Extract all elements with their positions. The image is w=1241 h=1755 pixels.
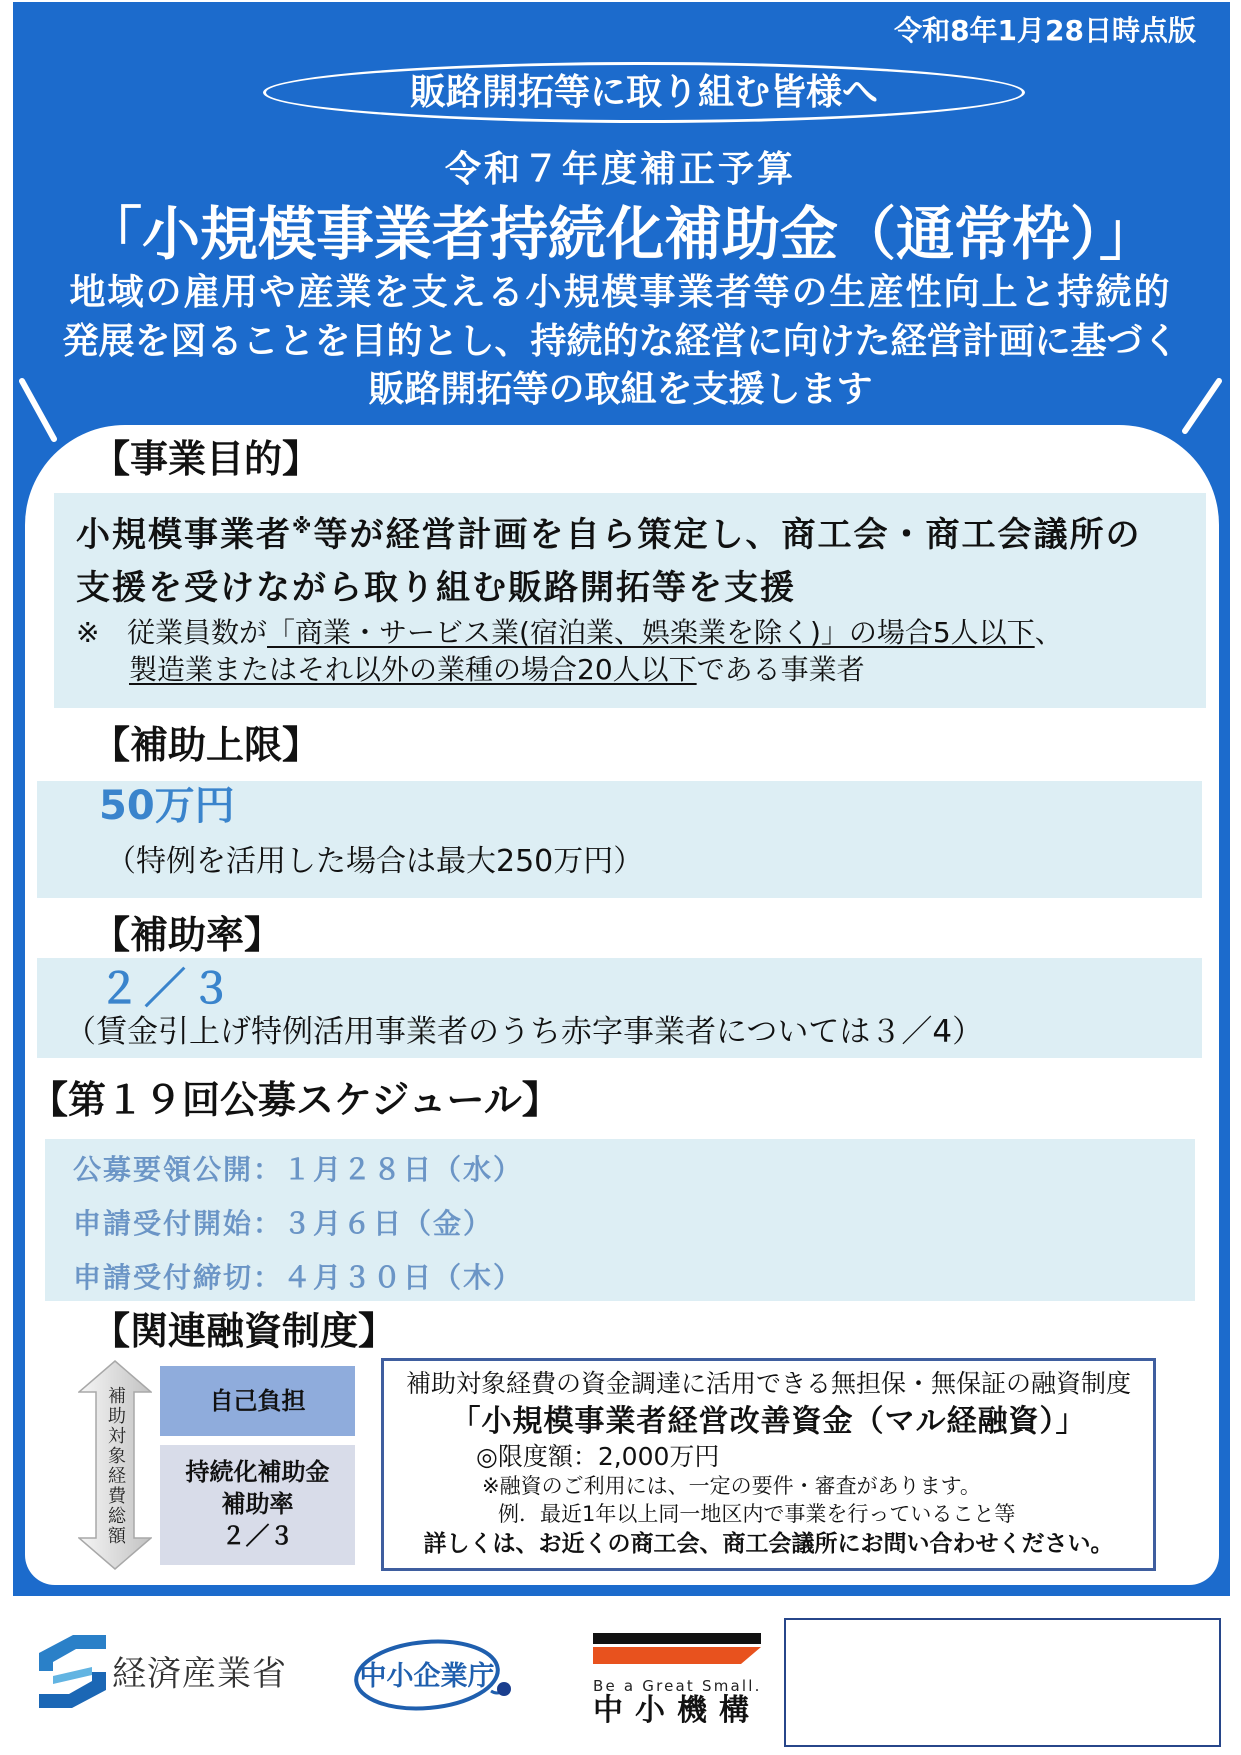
- purpose-text: 小規模事業者: [76, 515, 292, 555]
- purpose-text: 等が経営計画を自ら策定し、商工会・商工会議所の: [313, 515, 1142, 555]
- contact-placeholder-box: [784, 1618, 1221, 1747]
- purpose-line: 支援を受けながら取り組む販路開拓等を支援: [76, 568, 796, 608]
- lead-line: 販路開拓等の取組を支援します: [368, 369, 873, 410]
- rate-note: （賃金引上げ特例活用事業者のうち赤字事業者については３／4）: [65, 1014, 984, 1050]
- note-text: である事業者: [696, 653, 865, 686]
- total-cost-label: 補助対象経費総額: [105, 1386, 126, 1546]
- meti-logo-upper: [39, 1635, 106, 1671]
- loan-intro: 補助対象経費の資金調達に活用できる無担保・無保証の融資制度: [405, 1369, 1131, 1398]
- schedule-heading: 【第１９回公募スケジュール】: [30, 1078, 560, 1122]
- purpose-heading: 【事業目的】: [92, 437, 321, 481]
- subsidy-rate-label: 補助率: [221, 1490, 294, 1519]
- loan-contact: 詳しくは、お近くの商工会、商工会議所にお問い合わせください。: [423, 1531, 1114, 1557]
- audience-banner: [263, 62, 1025, 123]
- lead-line: 地域の雇用や産業を支える小規模事業者等の生産性向上と持続的: [69, 272, 1172, 313]
- schedule-item: 申請受付開始：３月６日（金）: [73, 1207, 494, 1240]
- schedule-item: 公募要領公開：１月２８日（水）: [73, 1153, 524, 1186]
- subsidy-box: [160, 1445, 355, 1565]
- lead-line: 発展を図ることを目的とし、持続的な経営に向けた経営計画に基づく: [62, 321, 1179, 362]
- limit-heading: 【補助上限】: [92, 723, 321, 767]
- loan-heading: 【関連融資制度】: [92, 1309, 397, 1353]
- page-title: 「小規模事業者持続化補助金（通常枠）」: [83, 200, 1157, 268]
- self-burden-label: 自己負担: [209, 1387, 306, 1415]
- note-line: [129, 653, 865, 686]
- audience-text: 販路開拓等に取り組む皆様へ: [409, 71, 878, 113]
- loan-limit: ◎限度額：2,000万円: [476, 1442, 720, 1471]
- note-underlined-text: 「商業・サービス業(宿泊業、娯楽業を除く)」の場合5人以下: [267, 616, 1035, 649]
- edition-date: 令和8年1月28日時点版: [894, 14, 1196, 47]
- rate-heading: 【補助率】: [92, 913, 283, 957]
- sme-agency-logo-icon: [351, 1635, 515, 1715]
- smrj-tagline: Be a Great Small.: [593, 1677, 762, 1695]
- note-line: [127, 616, 1063, 649]
- rate-value: ２／３: [98, 964, 237, 1013]
- loan-example: 例．最近1年以上同一地区内で事業を行っていること等: [498, 1502, 1016, 1526]
- note-underlined-text: 製造業またはそれ以外の業種の場合20人以下: [129, 653, 697, 686]
- smrj-black-bar: [593, 1633, 761, 1644]
- sme-agency-name: 中小企業庁: [359, 1661, 495, 1692]
- limit-note: （特例を活用した場合は最大250万円）: [106, 844, 644, 879]
- meti-name: 経済産業省: [112, 1654, 287, 1694]
- loan-name: 「小規模事業者経営改善資金（マル経融資）」: [450, 1404, 1087, 1439]
- subsidy-rate-value: ２／３: [221, 1521, 294, 1550]
- loan-requirement: ※融資のご利用には、一定の要件・審査があります。: [482, 1474, 981, 1498]
- subsidy-label: 持続化補助金: [185, 1458, 330, 1487]
- sme-logo-dot: [497, 1682, 511, 1696]
- note-mark: ※: [76, 616, 100, 649]
- smrj-logo-icon: [591, 1632, 763, 1666]
- self-burden-box: [160, 1366, 355, 1436]
- footnote-mark: ※: [292, 514, 314, 538]
- loan-info-box: [381, 1358, 1156, 1571]
- left-deco-line: [22, 381, 54, 439]
- right-deco-line: [1185, 381, 1219, 431]
- meti-logo-icon: [39, 1635, 106, 1708]
- note-text: 、: [1034, 616, 1063, 649]
- limit-amount: 50万円: [99, 783, 235, 829]
- meti-logo-middle: [53, 1667, 92, 1684]
- budget-label: 令和７年度補正予算: [444, 149, 796, 190]
- smrj-orange-bar: [593, 1647, 761, 1664]
- smrj-name: 中小機構: [593, 1693, 761, 1728]
- purpose-line: [76, 514, 1142, 555]
- note-text: 従業員数が: [127, 616, 268, 649]
- schedule-item: 申請受付締切：４月３０日（木）: [73, 1261, 524, 1294]
